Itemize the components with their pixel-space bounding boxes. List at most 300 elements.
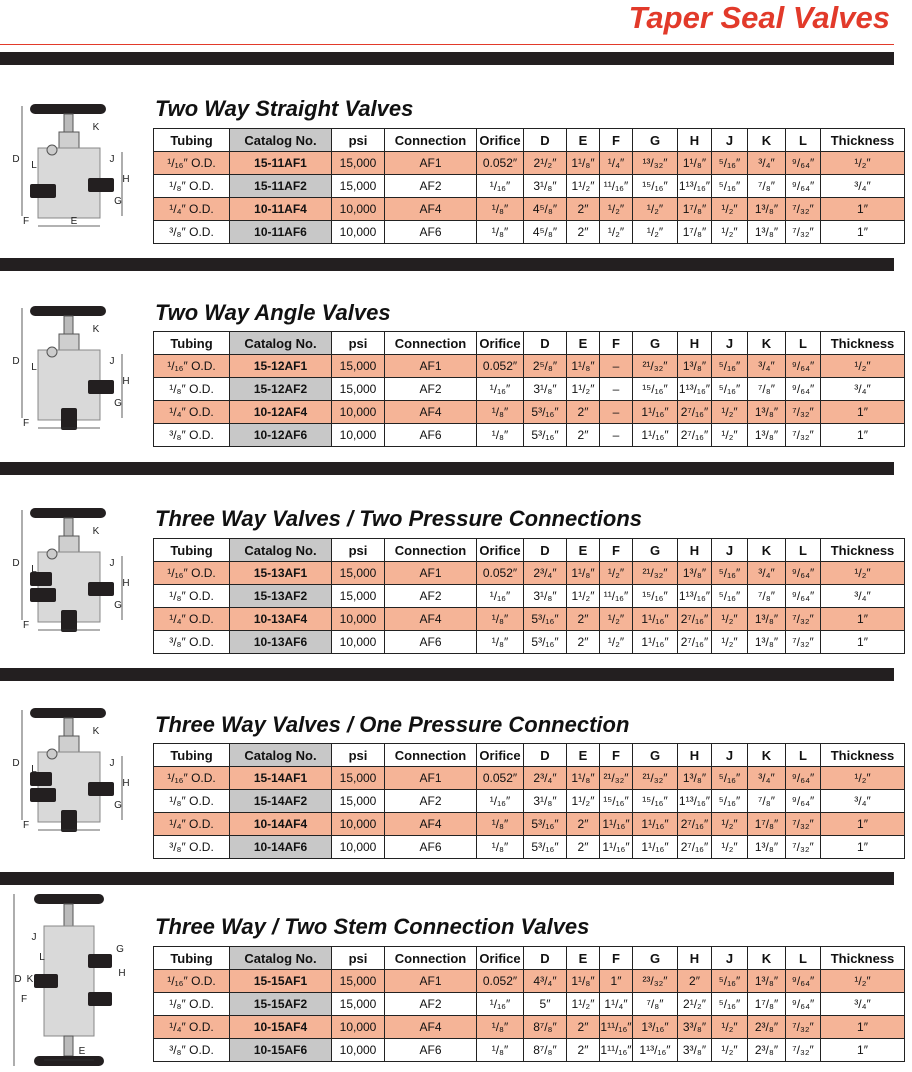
table-cell: ¹/₂″	[712, 631, 748, 654]
table-row	[154, 631, 905, 654]
table-cell: 15,000	[332, 970, 385, 993]
table-cell: 1¹/₂″	[567, 585, 600, 608]
table-cell: 0.052″	[477, 152, 524, 175]
column-header: Orifice	[477, 947, 524, 970]
section-divider-bar	[0, 462, 894, 475]
table-row	[154, 152, 905, 175]
column-header: Tubing	[154, 539, 230, 562]
table-cell: ¹/₂″	[712, 424, 748, 447]
table-header-row	[154, 332, 905, 355]
table-cell: 2″	[567, 221, 600, 244]
table-cell: ¹/₂″	[712, 813, 748, 836]
table-cell: ⁵/₁₆″	[712, 767, 748, 790]
table-cell: 15-14AF2	[230, 790, 332, 813]
table-cell: ⁹/₆₄″	[786, 993, 821, 1016]
handle-bar	[30, 104, 106, 114]
table-cell: ⁵/₁₆″	[712, 175, 748, 198]
table-cell: ¹/₂″	[712, 198, 748, 221]
table-cell: ¹¹/₁₆″	[600, 175, 633, 198]
column-header: J	[712, 744, 748, 767]
table-cell: 1″	[821, 813, 905, 836]
table-cell: 1¹/₈″	[567, 152, 600, 175]
table-cell: 1¹¹/₁₆″	[600, 1039, 633, 1062]
table-cell: ²¹/₃₂″	[600, 767, 633, 790]
table-cell: 1¹/₁₆″	[633, 424, 678, 447]
table-cell: 10,000	[332, 221, 385, 244]
table-cell: 8⁷/₈″	[524, 1039, 567, 1062]
table-cell: ⁹/₆₄″	[786, 378, 821, 401]
table-cell: 1¹/₄″	[600, 993, 633, 1016]
table-cell: ⁷/₃₂″	[786, 631, 821, 654]
column-header: psi	[332, 332, 385, 355]
table-cell: 15-14AF1	[230, 767, 332, 790]
table-cell: ⁹/₆₄″	[786, 790, 821, 813]
table-cell: 10,000	[332, 424, 385, 447]
section-title: Two Way Straight Valves	[155, 96, 414, 121]
table-cell: ⁵/₁₆″	[712, 378, 748, 401]
table-cell: ¹/₈″	[477, 813, 524, 836]
table-cell: 1¹/₂″	[567, 993, 600, 1016]
table-cell: 15,000	[332, 152, 385, 175]
spec-table	[153, 538, 905, 654]
table-cell: 1¹/₁₆″	[600, 813, 633, 836]
column-header: D	[524, 744, 567, 767]
table-cell: ³/₄″	[821, 790, 905, 813]
mount-hole	[47, 549, 57, 559]
table-cell: 2″	[567, 198, 600, 221]
table-cell: ⁷/₃₂″	[786, 1016, 821, 1039]
column-header: J	[712, 947, 748, 970]
table-cell: 2″	[678, 970, 712, 993]
column-header: Thickness	[821, 744, 905, 767]
table-cell: 2⁷/₁₆″	[678, 836, 712, 859]
handle-bar	[30, 306, 106, 316]
dimension-label: K	[92, 324, 100, 335]
table-cell: ⁹/₆₄″	[786, 355, 821, 378]
stem	[64, 1036, 73, 1056]
table-cell: ¹/₈″	[477, 836, 524, 859]
table-row	[154, 608, 905, 631]
section-title: Three Way Valves / One Pressure Connection	[155, 712, 630, 737]
column-header: J	[712, 539, 748, 562]
table-cell: 1″	[821, 608, 905, 631]
table-cell: ³/₈″ O.D.	[154, 631, 230, 654]
dimension-label: J	[109, 356, 115, 367]
table-cell: ¹/₈″ O.D.	[154, 585, 230, 608]
table-cell: 2³/₄″	[524, 562, 567, 585]
table-cell: 15,000	[332, 993, 385, 1016]
column-header: psi	[332, 947, 385, 970]
column-header: Catalog No.	[230, 129, 332, 152]
valve-diagram	[8, 298, 148, 438]
section-title: Three Way / Two Stem Connection Valves	[155, 914, 590, 939]
table-cell: 1¹/₈″	[567, 970, 600, 993]
dimension-label: E	[70, 418, 78, 429]
dimension-label: F	[22, 418, 30, 429]
table-cell: 4³/₄″	[524, 970, 567, 993]
table-cell: AF6	[385, 1039, 477, 1062]
port-connector	[88, 992, 112, 1006]
table-cell: ¹/₈″	[477, 221, 524, 244]
port-connector	[30, 588, 56, 602]
port-connector	[88, 178, 114, 192]
column-header: H	[678, 744, 712, 767]
column-header: Thickness	[821, 539, 905, 562]
table-row	[154, 970, 905, 993]
table-cell: 0.052″	[477, 970, 524, 993]
table-header-row	[154, 947, 905, 970]
column-header: H	[678, 129, 712, 152]
dimension-label: D	[12, 558, 20, 569]
table-cell: 2⁷/₁₆″	[678, 813, 712, 836]
table-cell: 10-15AF4	[230, 1016, 332, 1039]
column-header: D	[524, 129, 567, 152]
table-row	[154, 562, 905, 585]
table-cell: ⁷/₃₂″	[786, 401, 821, 424]
table-cell: AF6	[385, 424, 477, 447]
table-row	[154, 585, 905, 608]
dimension-label: J	[109, 154, 115, 165]
table-cell: 10-12AF6	[230, 424, 332, 447]
table-cell: 2³/₈″	[748, 1016, 786, 1039]
table-cell: ⁹/₆₄″	[786, 970, 821, 993]
table-cell: ²¹/₃₂″	[633, 355, 678, 378]
table-cell: ¹¹/₁₆″	[600, 585, 633, 608]
table-cell: AF1	[385, 562, 477, 585]
table-cell: ¹/₁₆″ O.D.	[154, 562, 230, 585]
dimension-label: H	[122, 174, 130, 185]
handle-bar	[34, 1056, 104, 1066]
table-cell: ¹/₄″ O.D.	[154, 198, 230, 221]
port-connector	[88, 380, 114, 394]
column-header: Catalog No.	[230, 744, 332, 767]
table-cell: ¹/₂″	[600, 631, 633, 654]
table-cell: ¹/₄″ O.D.	[154, 401, 230, 424]
table-row	[154, 401, 905, 424]
valve-diagram	[8, 96, 148, 236]
column-header: Tubing	[154, 332, 230, 355]
table-cell: AF4	[385, 813, 477, 836]
table-row	[154, 198, 905, 221]
dimension-label: D	[12, 758, 20, 769]
table-cell: ⁵/₁₆″	[712, 355, 748, 378]
table-cell: 2⁵/₈″	[524, 355, 567, 378]
table-cell: ¹/₂″	[821, 562, 905, 585]
column-header: G	[633, 332, 678, 355]
table-cell: 1¹/₁₆″	[633, 631, 678, 654]
table-cell: ¹/₂″	[821, 152, 905, 175]
table-cell: 2″	[567, 401, 600, 424]
table-cell: 10-13AF6	[230, 631, 332, 654]
table-cell: ¹/₂″	[821, 355, 905, 378]
dimension-label: F	[22, 216, 30, 227]
table-cell: 1″	[600, 970, 633, 993]
table-cell: ³/₄″	[821, 378, 905, 401]
mount-hole	[47, 347, 57, 357]
table-cell: 1¹³/₁₆″	[678, 175, 712, 198]
column-header: F	[600, 539, 633, 562]
table-cell: 3³/₈″	[678, 1039, 712, 1062]
table-cell: 1″	[821, 1016, 905, 1039]
table-cell: 1″	[821, 836, 905, 859]
table-cell: ¹/₂″	[712, 608, 748, 631]
table-row	[154, 175, 905, 198]
table-cell: 10-14AF4	[230, 813, 332, 836]
table-cell: 1⁷/₈″	[748, 993, 786, 1016]
table-cell: ¹/₁₆″	[477, 790, 524, 813]
dimension-label: K	[92, 526, 100, 537]
table-row	[154, 993, 905, 1016]
port-connector	[34, 974, 58, 988]
table-cell: ¹⁵/₁₆″	[633, 175, 678, 198]
table-cell: 1″	[821, 631, 905, 654]
table-cell: 15,000	[332, 175, 385, 198]
dimension-label: G	[114, 196, 122, 207]
table-cell: ¹/₈″	[477, 631, 524, 654]
table-cell: 1³/₈″	[678, 767, 712, 790]
table-header-row	[154, 129, 905, 152]
column-header: psi	[332, 744, 385, 767]
column-header: H	[678, 539, 712, 562]
table-cell: ¹/₈″ O.D.	[154, 993, 230, 1016]
table-cell: 5³/₁₆″	[524, 813, 567, 836]
table-cell: 10-14AF6	[230, 836, 332, 859]
section-divider-bar	[0, 668, 894, 681]
dimension-label: J	[109, 758, 115, 769]
spec-table	[153, 128, 905, 244]
table-cell: 1″	[821, 1039, 905, 1062]
table-cell: ²¹/₃₂″	[633, 562, 678, 585]
table-cell: 1³/₈″	[748, 424, 786, 447]
column-header: Catalog No.	[230, 947, 332, 970]
dimension-label: L	[39, 952, 45, 963]
table-cell: ³/₄″	[821, 175, 905, 198]
table-cell: ¹/₂″	[633, 221, 678, 244]
table-cell: 15-15AF1	[230, 970, 332, 993]
table-cell: ³/₄″	[748, 152, 786, 175]
table-cell: 1¹/₂″	[567, 790, 600, 813]
table-cell: ³/₄″	[821, 993, 905, 1016]
table-row	[154, 378, 905, 401]
dimension-label: J	[31, 932, 37, 943]
table-cell: 1¹/₈″	[678, 152, 712, 175]
table-cell: ⁵/₁₆″	[712, 562, 748, 585]
table-cell: 1⁷/₈″	[678, 221, 712, 244]
column-header: Orifice	[477, 539, 524, 562]
column-header: F	[600, 332, 633, 355]
table-cell: ¹/₁₆″	[477, 175, 524, 198]
column-header: Thickness	[821, 332, 905, 355]
table-cell: 2³/₄″	[524, 767, 567, 790]
table-cell: 5³/₁₆″	[524, 836, 567, 859]
table-cell: AF1	[385, 152, 477, 175]
table-cell: ⁷/₃₂″	[786, 1039, 821, 1062]
column-header: Tubing	[154, 947, 230, 970]
column-header: E	[567, 539, 600, 562]
table-cell: 2¹/₂″	[524, 152, 567, 175]
column-header: F	[600, 129, 633, 152]
table-cell: ⁷/₃₂″	[786, 221, 821, 244]
table-cell: 1¹³/₁₆″	[678, 378, 712, 401]
column-header: Orifice	[477, 129, 524, 152]
table-cell: ⁵/₁₆″	[712, 993, 748, 1016]
table-cell: ³/₈″ O.D.	[154, 424, 230, 447]
column-header: K	[748, 129, 786, 152]
table-cell: –	[600, 401, 633, 424]
table-cell: ⁷/₃₂″	[786, 813, 821, 836]
table-cell: ³/₈″ O.D.	[154, 1039, 230, 1062]
spec-table	[153, 331, 905, 447]
column-header: Tubing	[154, 129, 230, 152]
column-header: Connection	[385, 947, 477, 970]
table-cell: 2″	[567, 836, 600, 859]
table-cell: ¹/₂″	[712, 401, 748, 424]
table-cell: 10,000	[332, 198, 385, 221]
column-header: Orifice	[477, 332, 524, 355]
table-cell: AF1	[385, 355, 477, 378]
table-cell: 3¹/₈″	[524, 585, 567, 608]
table-cell: 8⁷/₈″	[524, 1016, 567, 1039]
table-cell: 1³/₈″	[748, 608, 786, 631]
table-cell: ¹/₈″	[477, 1016, 524, 1039]
table-cell: 1³/₁₆″	[633, 1016, 678, 1039]
dimension-label: D	[12, 356, 20, 367]
column-header: Connection	[385, 332, 477, 355]
column-header: psi	[332, 129, 385, 152]
table-cell: 5³/₁₆″	[524, 631, 567, 654]
table-cell: 15,000	[332, 585, 385, 608]
table-cell: –	[600, 355, 633, 378]
table-cell: 5³/₁₆″	[524, 401, 567, 424]
table-cell: 1¹/₁₆″	[633, 401, 678, 424]
table-cell: 10,000	[332, 608, 385, 631]
table-cell: ¹/₈″	[477, 198, 524, 221]
table-cell: 2″	[567, 424, 600, 447]
table-cell: 2″	[567, 1039, 600, 1062]
table-cell: ⁹/₆₄″	[786, 562, 821, 585]
port-connector	[30, 184, 56, 198]
table-cell: ¹/₁₆″	[477, 585, 524, 608]
table-cell: ⁹/₆₄″	[786, 767, 821, 790]
table-cell: ¹/₂″	[712, 1016, 748, 1039]
table-cell: ²¹/₃₂″	[633, 767, 678, 790]
column-header: E	[567, 332, 600, 355]
column-header: Thickness	[821, 129, 905, 152]
table-cell: 1³/₈″	[748, 221, 786, 244]
dimension-label: F	[22, 620, 30, 631]
table-row	[154, 221, 905, 244]
table-cell: 2″	[567, 1016, 600, 1039]
table-cell: 15-12AF2	[230, 378, 332, 401]
column-header: H	[678, 332, 712, 355]
table-row	[154, 1039, 905, 1062]
dimension-label: L	[31, 160, 37, 171]
column-header: E	[567, 129, 600, 152]
table-cell: ¹⁵/₁₆″	[633, 790, 678, 813]
table-cell: 15-11AF2	[230, 175, 332, 198]
table-cell: 10,000	[332, 813, 385, 836]
dimension-label: G	[114, 398, 122, 409]
table-cell: 2″	[567, 631, 600, 654]
table-cell: AF2	[385, 585, 477, 608]
table-row	[154, 836, 905, 859]
table-row	[154, 424, 905, 447]
column-header: F	[600, 744, 633, 767]
table-cell: ¹/₂″	[633, 198, 678, 221]
table-cell: 15-13AF1	[230, 562, 332, 585]
table-cell: 15-12AF1	[230, 355, 332, 378]
dimension-label: H	[122, 778, 130, 789]
section-divider-bar	[0, 52, 894, 65]
table-cell: ¹/₁₆″ O.D.	[154, 355, 230, 378]
table-cell: 3¹/₈″	[524, 175, 567, 198]
column-header: L	[786, 947, 821, 970]
table-cell: ¹/₄″ O.D.	[154, 813, 230, 836]
table-cell: 5″	[524, 993, 567, 1016]
dimension-label: D	[14, 974, 22, 985]
table-cell: ¹/₈″ O.D.	[154, 175, 230, 198]
stem	[64, 904, 73, 926]
dimension-label: F	[20, 994, 28, 1005]
table-cell: AF6	[385, 631, 477, 654]
section-divider-bar	[0, 872, 894, 885]
column-header: G	[633, 744, 678, 767]
dimension-label: E	[70, 820, 78, 831]
table-cell: ⁷/₈″	[748, 585, 786, 608]
table-row	[154, 767, 905, 790]
column-header: D	[524, 539, 567, 562]
table-cell: 1³/₈″	[748, 401, 786, 424]
column-header: G	[633, 947, 678, 970]
valve-diagram	[8, 500, 148, 640]
table-cell: ⁷/₃₂″	[786, 198, 821, 221]
table-cell: ¹/₂″	[600, 198, 633, 221]
table-cell: 15-11AF1	[230, 152, 332, 175]
table-cell: ⁵/₁₆″	[712, 970, 748, 993]
table-cell: 10,000	[332, 401, 385, 424]
table-cell: ¹⁵/₁₆″	[600, 790, 633, 813]
handle-bar	[34, 894, 104, 904]
table-cell: 1″	[821, 424, 905, 447]
table-cell: ¹/₂″	[712, 1039, 748, 1062]
table-cell: 1³/₈″	[748, 631, 786, 654]
table-cell: ⁵/₁₆″	[712, 585, 748, 608]
column-header: L	[786, 129, 821, 152]
table-cell: 1″	[821, 401, 905, 424]
dimension-label: G	[114, 800, 122, 811]
column-header: D	[524, 332, 567, 355]
table-cell: 10-12AF4	[230, 401, 332, 424]
table-cell: 1⁷/₈″	[748, 813, 786, 836]
column-header: Connection	[385, 744, 477, 767]
table-cell: ¹/₁₆″	[477, 993, 524, 1016]
table-cell: AF4	[385, 198, 477, 221]
table-cell: 10,000	[332, 631, 385, 654]
table-cell: 15,000	[332, 355, 385, 378]
table-cell: ⁵/₁₆″	[712, 152, 748, 175]
table-cell: ³/₄″	[821, 585, 905, 608]
table-cell: 1¹/₂″	[567, 378, 600, 401]
column-header: Tubing	[154, 744, 230, 767]
table-cell: AF1	[385, 970, 477, 993]
table-cell: 4⁵/₈″	[524, 221, 567, 244]
table-cell: ¹/₄″ O.D.	[154, 1016, 230, 1039]
column-header: Orifice	[477, 744, 524, 767]
table-cell: 5³/₁₆″	[524, 608, 567, 631]
table-cell: ⁷/₃₂″	[786, 608, 821, 631]
table-cell: 1³/₈″	[748, 970, 786, 993]
column-header: G	[633, 539, 678, 562]
